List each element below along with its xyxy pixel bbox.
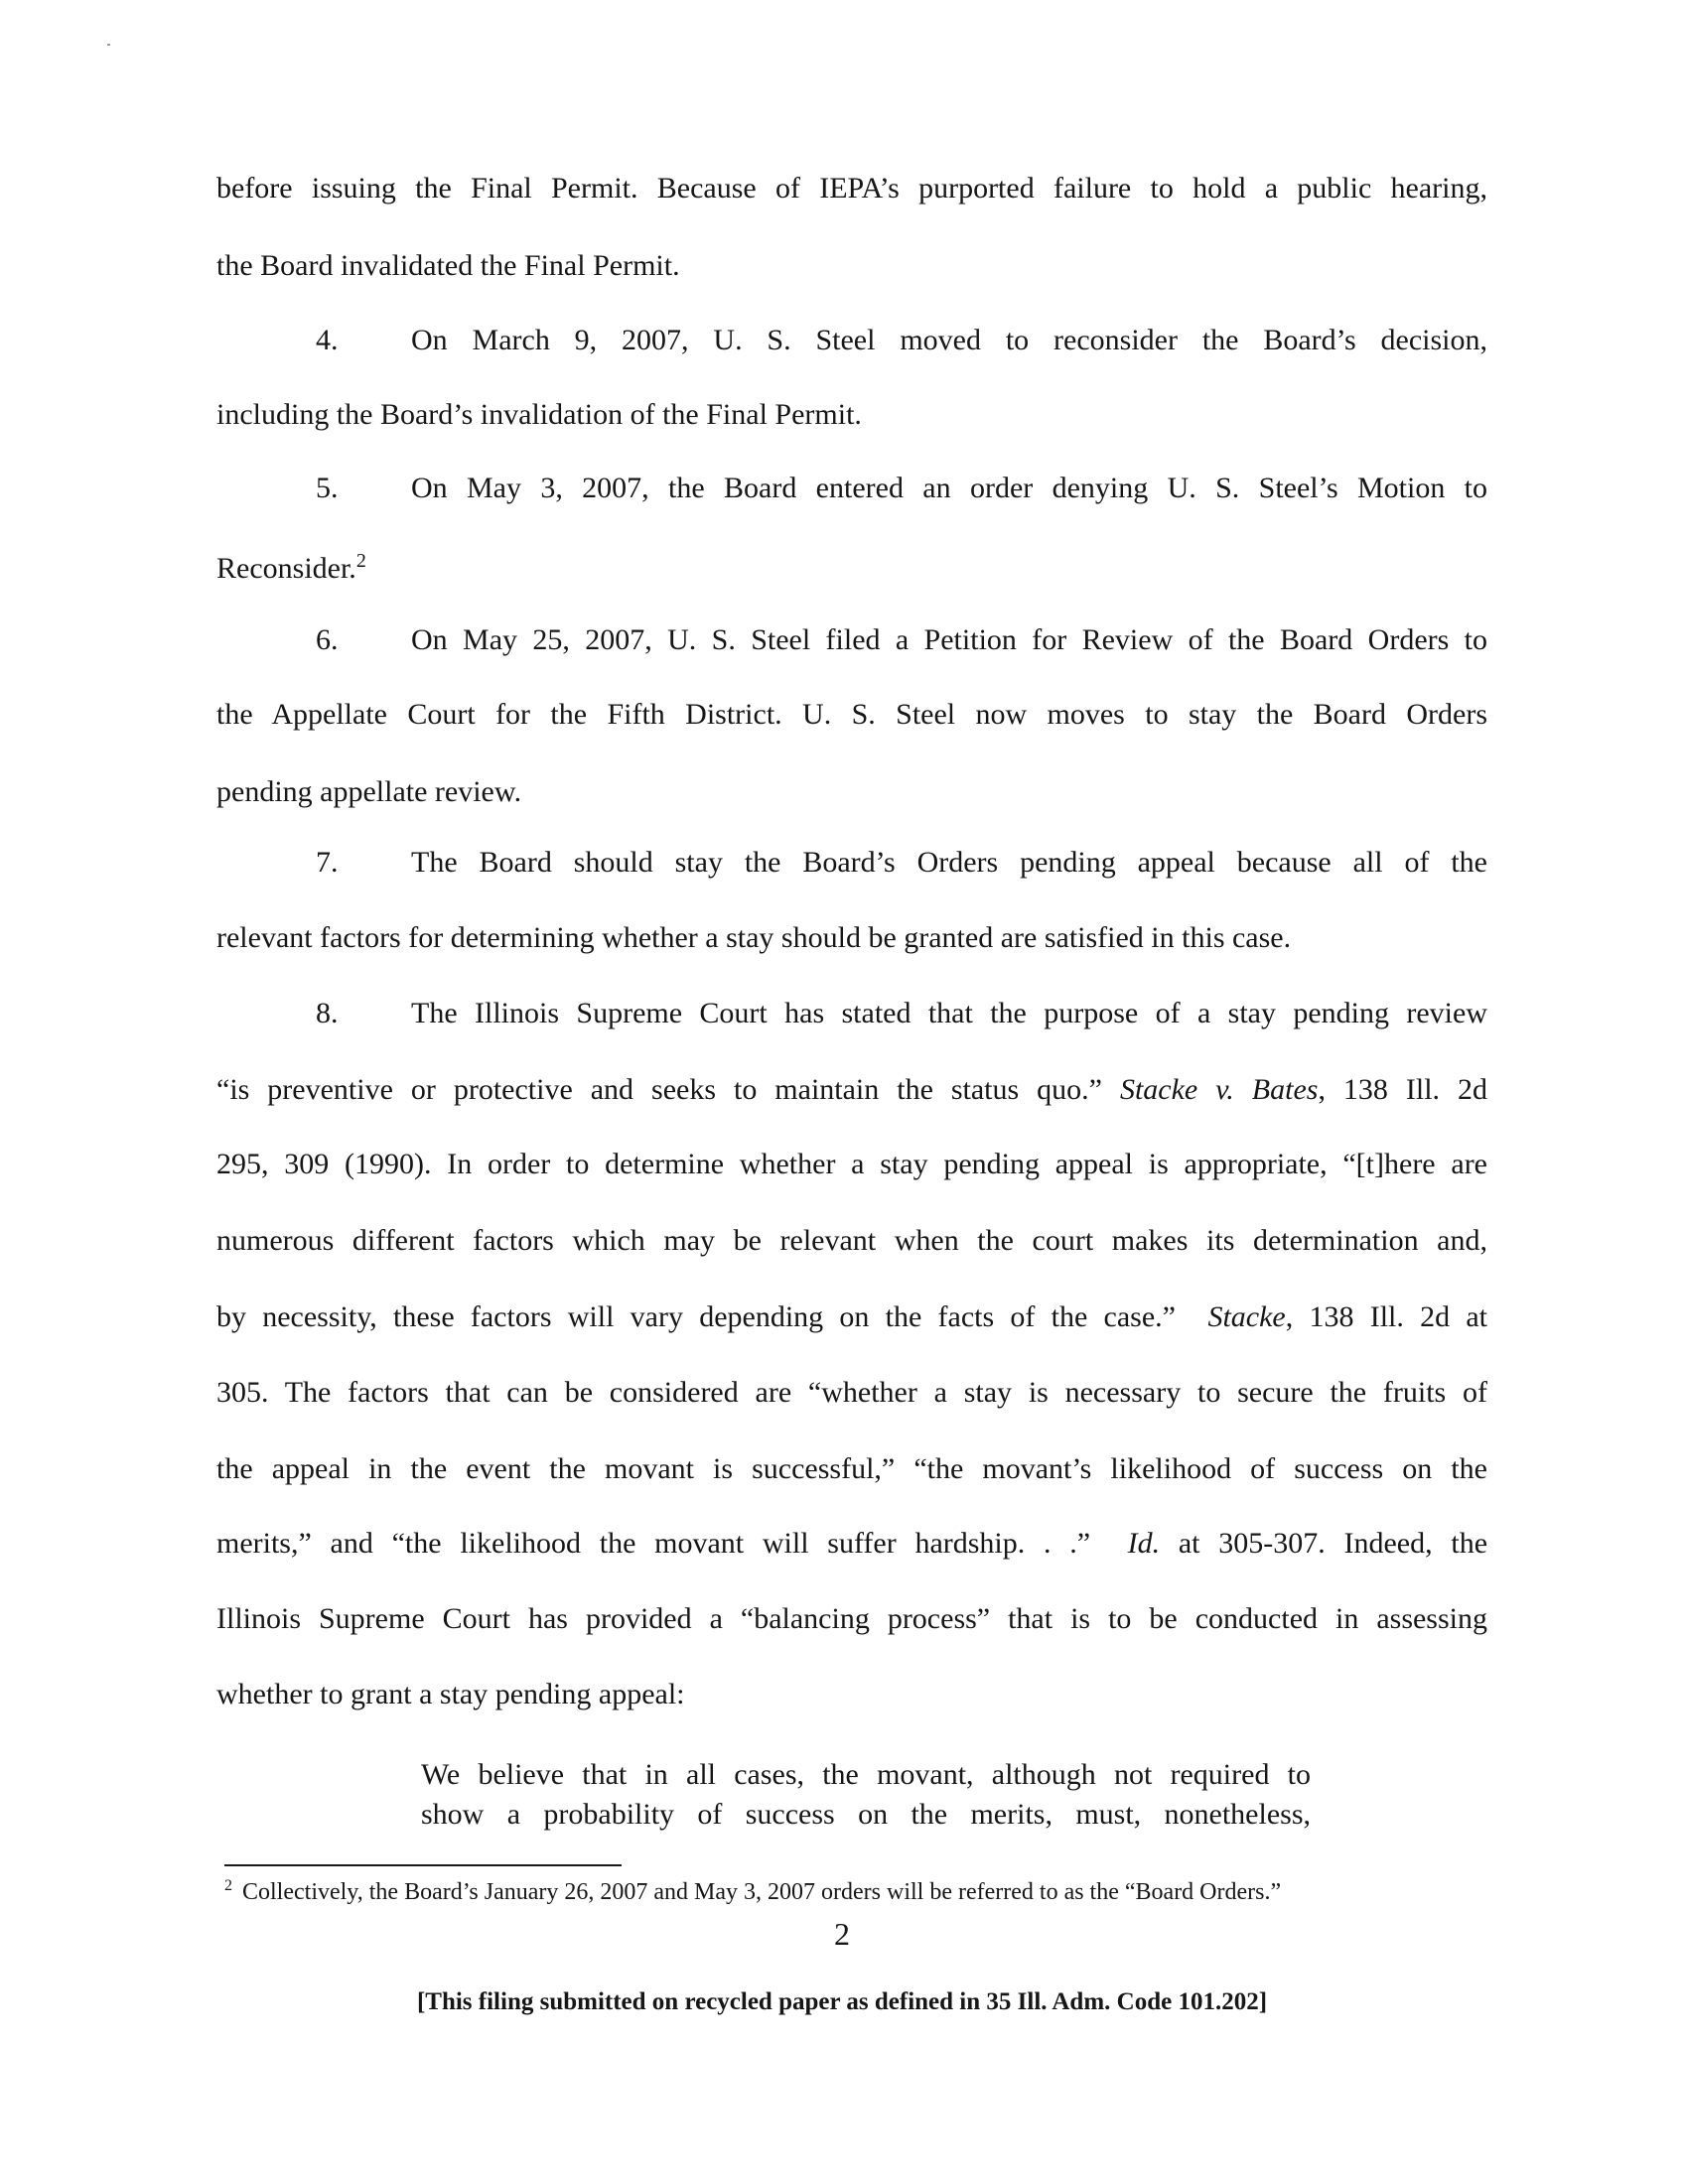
page-number: 2: [834, 1916, 850, 1952]
paragraph-6-line-2: the Appellate Court for the Fifth District. U. S. Steel now moves to stay the Board Orders: [216, 698, 1487, 731]
scan-artifact: [107, 44, 110, 46]
text-segment: at 305-307. Indeed, the: [1178, 1527, 1488, 1560]
footnote-marker: 2: [224, 1877, 232, 1894]
paragraph-text: Reconsider.: [216, 552, 356, 585]
paragraph-text: The Illinois Supreme Court has stated that the purpose of a stay pending review: [411, 997, 1487, 1029]
paragraph-8-line-10: whether to grant a stay pending appeal:: [216, 1678, 685, 1710]
paragraph-8-line-6: 305. The factors that can be considered are “whether a stay is necessary to secure the fruits of: [216, 1376, 1487, 1409]
text-segment: by necessity, these factors will vary depending on the facts of the case.”: [216, 1300, 1176, 1333]
paragraph-4-line: including the Board’s invalidation of the Final Permit.: [216, 398, 862, 431]
paragraph-8-line-3: 295, 309 (1990). In order to determine whether a stay pending appeal is appropriate, “[t]here are: [216, 1148, 1487, 1180]
paragraph-5-line: [216, 549, 1487, 589]
footnote: [224, 1876, 1495, 1908]
paragraph-8-line-7: the appeal in the event the movant is successful,” “the movant’s likelihood of success on the: [216, 1452, 1487, 1485]
text-segment: , 138 Ill. 2d at: [1285, 1300, 1488, 1333]
text-segment: , 138 Ill. 2d: [1318, 1073, 1488, 1106]
paragraph-text: On March 9, 2007, U. S. Steel moved to reconsider the Board’s decision,: [411, 324, 1487, 356]
paragraph-8-line-4: numerous different factors which may be relevant when the court makes its determination and,: [216, 1224, 1487, 1257]
block-quote-line-2: show a probability of success on the merits, must, nonetheless,: [421, 1798, 1311, 1831]
continuation-line-1: before issuing the Final Permit. Because of IEPA’s purported failure to hold a public hearing,: [216, 172, 1487, 205]
paragraph-number: 6.: [316, 623, 339, 656]
paragraph-8-line-8: [216, 1524, 1487, 1564]
paragraph-7-line-2: relevant factors for determining whether a stay should be granted are satisfied in this case.: [216, 921, 1292, 954]
paragraph-number: 7.: [316, 846, 339, 879]
paragraph-number: 5.: [316, 472, 339, 504]
paragraph-number: 8.: [316, 997, 339, 1029]
paragraph-text: On May 25, 2007, U. S. Steel filed a Petition for Review of the Board Orders to: [411, 623, 1487, 656]
footnote-reference: 2: [355, 550, 366, 572]
paragraph-text: On May 3, 2007, the Board entered an order denying U. S. Steel’s Motion to: [411, 472, 1487, 504]
block-quote-line-1: We believe that in all cases, the movant, although not required to: [421, 1758, 1311, 1791]
paragraph-4-first-line: [216, 321, 1487, 360]
paragraph-6-first-line: [216, 620, 1487, 660]
paragraph-7-first-line: [216, 843, 1487, 883]
paragraph-8-line-5: [216, 1297, 1487, 1337]
continuation-line-2: the Board invalidated the Final Permit.: [216, 249, 680, 282]
paragraph-8-line-9: Illinois Supreme Court has provided a “balancing process” that is to be conducted in assessing: [216, 1602, 1487, 1635]
case-citation: Stacke: [1207, 1300, 1286, 1333]
text-segment: “is preventive or protective and seeks to maintain the status quo.”: [216, 1073, 1102, 1106]
text-segment: merits,” and “the likelihood the movant will suffer hardship. . .”: [216, 1527, 1091, 1560]
footnote-text: Collectively, the Board’s January 26, 2007 and May 3, 2007 orders will be referred to as the “Board Orders.”: [242, 1879, 1282, 1905]
paragraph-8-first-line: [216, 994, 1487, 1033]
paragraph-8-line-2: [216, 1070, 1487, 1110]
paragraph-number: 4.: [316, 324, 339, 356]
case-citation: Id.: [1127, 1527, 1161, 1560]
filing-note: [This filing submitted on recycled paper as defined in 35 Ill. Adm. Code 101.202]: [416, 1988, 1268, 2015]
paragraph-5-first-line: [216, 469, 1487, 508]
paragraph-text: The Board should stay the Board’s Orders pending appeal because all of the: [411, 846, 1487, 879]
footnote-separator: [224, 1864, 622, 1866]
case-citation: Stacke v. Bates: [1119, 1073, 1319, 1106]
paragraph-6-line-3: pending appellate review.: [216, 775, 522, 808]
